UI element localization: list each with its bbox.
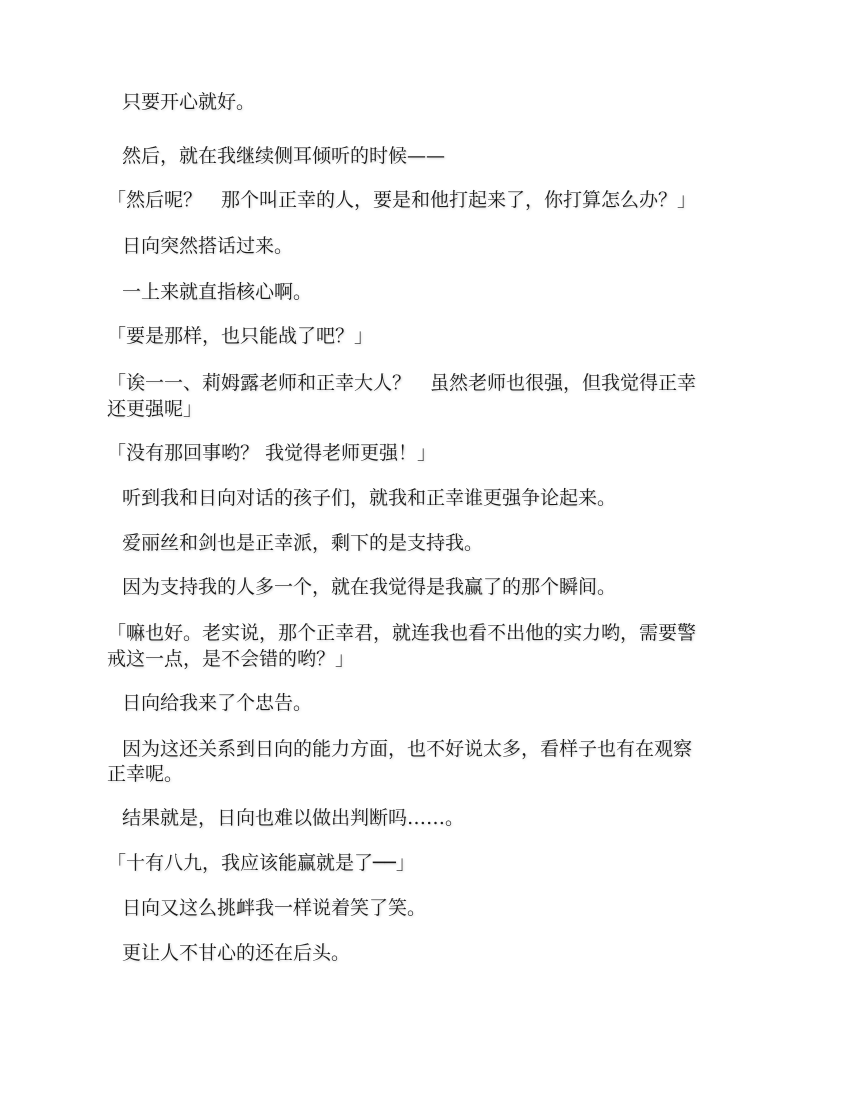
paragraph-3: 日向突然搭话过来。 — [122, 235, 294, 257]
dialogue-4: 「没有那回事哟？ 我觉得老师更强！」 — [107, 442, 437, 464]
paragraph-11: 日向又这么挑衅我一样说着笑了笑。 — [122, 897, 427, 919]
paragraph-5: 听到我和日向对话的孩子们，就我和正幸谁更强争论起来。 — [122, 487, 617, 509]
paragraph-9-line-1: 因为这还关系到日向的能力方面，也不好说太多，看样子也有在观察 — [122, 738, 693, 760]
dialogue-6: 「十有八九，我应该能赢就是了──」 — [107, 852, 415, 874]
dialogue-3-line-1: 「诶一一、莉姆露老师和正幸大人？ 虽然老师也很强，但我觉得正幸 — [107, 372, 697, 394]
dialogue-5-line-2: 戒这一点，是不会错的哟？」 — [107, 648, 355, 670]
dialogue-1: 「然后呢？ 那个叫正幸的人，要是和他打起来了，你打算怎么办？」 — [107, 189, 697, 211]
paragraph-12: 更让人不甘心的还在后头。 — [122, 942, 351, 964]
dialogue-3-line-2: 还更强呢」 — [107, 398, 203, 420]
paragraph-1: 只要开心就好。 — [122, 91, 256, 113]
paragraph-2: 然后，就在我继续侧耳倾听的时候—— — [122, 145, 446, 167]
paragraph-4: 一上来就直指核心啊。 — [122, 281, 313, 303]
dialogue-5-line-1: 「嘛也好。老实说，那个正幸君，就连我也看不出他的实力哟，需要警 — [107, 622, 697, 644]
paragraph-7: 因为支持我的人多一个，就在我觉得是我赢了的那个瞬间。 — [122, 576, 617, 598]
dialogue-2: 「要是那样，也只能战了吧？」 — [107, 325, 374, 347]
paragraph-8: 日向给我来了个忠告。 — [122, 692, 313, 714]
paragraph-6: 爱丽丝和剑也是正幸派，剩下的是支持我。 — [122, 532, 484, 554]
paragraph-10: 结果就是，日向也难以做出判断吗……。 — [122, 807, 465, 829]
paragraph-9-line-2: 正幸呢。 — [107, 763, 184, 785]
